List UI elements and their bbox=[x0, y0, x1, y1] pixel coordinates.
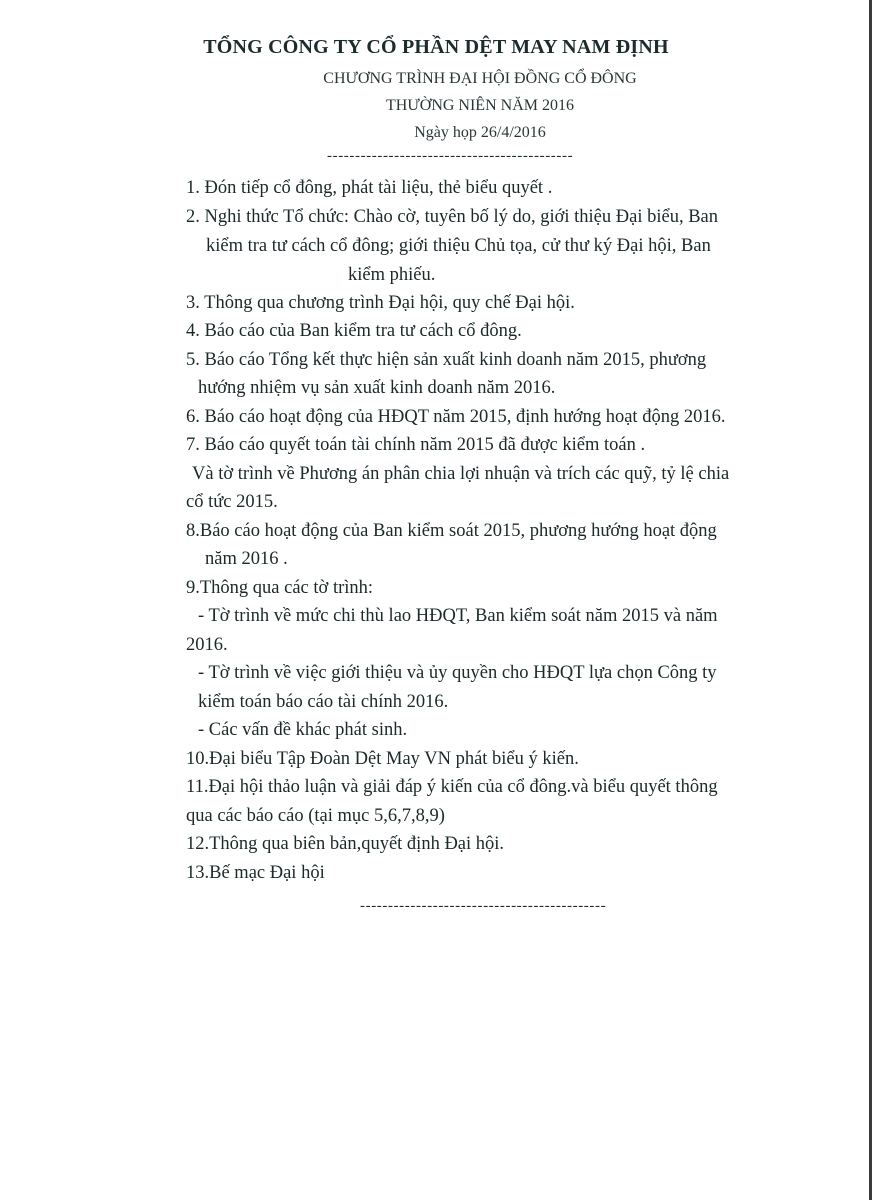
agenda-item-9c: - Các vấn đề khác phát sinh. bbox=[198, 720, 408, 740]
agenda-item-5-line-1: 5. Báo cáo Tổng kết thực hiện sản xuất kinh doanh năm 2015, phương bbox=[186, 350, 707, 370]
agenda-item-8-line-1: 8.Báo cáo hoạt động của Ban kiểm soát 2015, phương hướng hoạt động bbox=[186, 521, 717, 541]
agenda-item-6: 6. Báo cáo hoạt động của HĐQT năm 2015, định hướng hoạt động 2016. bbox=[186, 407, 726, 427]
agenda-item-7-line-1: 7. Báo cáo quyết toán tài chính năm 2015 đã được kiểm toán . bbox=[186, 435, 646, 455]
program-subtitle: THƯỜNG NIÊN NĂM 2016 bbox=[386, 97, 574, 114]
agenda-item-2-line-3: kiểm phiếu. bbox=[348, 265, 436, 285]
top-divider: -------------------------------------------- bbox=[327, 148, 574, 164]
agenda-item-11-line-1: 11.Đại hội thảo luận và giải đáp ý kiến của cổ đông.và biểu quyết thông bbox=[186, 777, 718, 797]
program-title: CHƯƠNG TRÌNH ĐẠI HỘI ĐỒNG CỔ ĐÔNG bbox=[323, 70, 637, 87]
agenda-item-9a-line-1: - Tờ trình về mức chi thù lao HĐQT, Ban kiểm soát năm 2015 và năm bbox=[198, 606, 718, 626]
agenda-item-7-line-3: cổ tức 2015. bbox=[186, 492, 278, 512]
agenda-item-13: 13.Bế mạc Đại hội bbox=[186, 863, 325, 883]
agenda-item-9b-line-2: kiểm toán báo cáo tài chính 2016. bbox=[198, 692, 449, 712]
company-name: TỔNG CÔNG TY CỔ PHẦN DỆT MAY NAM ĐỊNH bbox=[203, 36, 669, 58]
agenda-item-9a-line-2: 2016. bbox=[186, 635, 228, 655]
agenda-item-2-line-2: kiểm tra tư cách cổ đông; giới thiệu Chủ tọa, cử thư ký Đại hội, Ban bbox=[206, 236, 711, 256]
bottom-divider: -------------------------------------------- bbox=[360, 898, 607, 914]
agenda-item-10: 10.Đại biểu Tập Đoàn Dệt May VN phát biểu ý kiến. bbox=[186, 749, 579, 769]
agenda-item-11-line-2: qua các báo cáo (tại mục 5,6,7,8,9) bbox=[186, 806, 445, 826]
meeting-date: Ngày họp 26/4/2016 bbox=[414, 124, 546, 141]
agenda-item-1: 1. Đón tiếp cổ đông, phát tài liệu, thẻ biểu quyết . bbox=[186, 178, 553, 198]
agenda-item-4: 4. Báo cáo của Ban kiểm tra tư cách cổ đông. bbox=[186, 321, 522, 341]
agenda-item-9: 9.Thông qua các tờ trình: bbox=[186, 578, 374, 598]
agenda-item-12: 12.Thông qua biên bản,quyết định Đại hội. bbox=[186, 834, 505, 854]
agenda-item-9b-line-1: - Tờ trình về việc giới thiệu và ủy quyền cho HĐQT lựa chọn Công ty bbox=[198, 663, 717, 683]
agenda-item-8-line-2: năm 2016 . bbox=[205, 549, 288, 569]
agenda-item-3: 3. Thông qua chương trình Đại hội, quy chế Đại hội. bbox=[186, 293, 575, 313]
agenda-item-5-line-2: hướng nhiệm vụ sản xuất kinh doanh năm 2016. bbox=[198, 378, 556, 398]
agenda-item-2-line-1: 2. Nghi thức Tổ chức: Chào cờ, tuyên bố lý do, giới thiệu Đại biểu, Ban bbox=[186, 207, 719, 227]
agenda-item-7-line-2: Và tờ trình về Phương án phân chia lợi nhuận và trích các quỹ, tỷ lệ chia bbox=[192, 464, 730, 484]
